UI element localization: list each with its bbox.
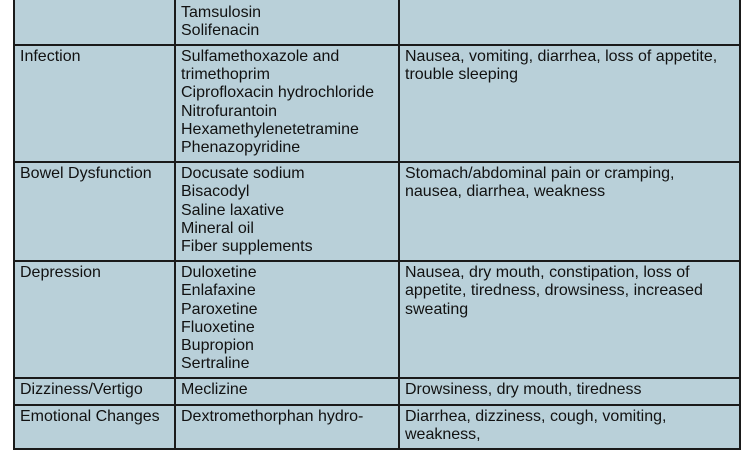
condition-cell: Bowel Dysfunction xyxy=(14,162,175,261)
table-row xyxy=(14,378,740,404)
condition-cell: Emotional Changes xyxy=(14,405,175,449)
medications-cell xyxy=(175,405,399,449)
medication-item: Bupropion xyxy=(181,337,254,355)
medication-item: Fluoxetine xyxy=(181,318,255,336)
medication-item: Duloxetine xyxy=(181,264,257,282)
medication-item: Tamsulosin xyxy=(181,3,262,21)
side-effects-cell: Nausea, vomiting, diarrhea, loss of appetite, trouble sleeping xyxy=(399,45,740,162)
table-row xyxy=(14,261,740,378)
side-effects-cell: Stomach/abdominal pain or cramping, nausea, diarrhea, weakness xyxy=(399,162,740,261)
medications-cell xyxy=(175,162,399,261)
medication-item: Solifenacin xyxy=(181,21,260,39)
medication-item: Nitrofurantoin xyxy=(181,102,278,120)
side-effects-cell: Drowsiness, dry mouth, tiredness xyxy=(399,378,740,404)
medication-table-container xyxy=(13,0,739,450)
table-row xyxy=(14,0,740,45)
medication-item: Sulfamethoxazole and xyxy=(181,48,340,65)
medication-item: Fiber supplements xyxy=(181,238,313,256)
medication-item: Docusate sodium xyxy=(181,165,305,183)
medication-side-effects-table xyxy=(13,0,741,450)
medication-item: Enlafaxine xyxy=(181,282,256,300)
medication-item: Ciprofloxacin hydrochloride xyxy=(181,84,374,102)
table-row xyxy=(14,162,740,261)
medication-item: Mineral oil xyxy=(181,219,254,237)
condition-cell: Dizziness/Vertigo xyxy=(14,378,175,404)
medication-item: Hexamethylenetetramine xyxy=(181,120,359,138)
condition-cell: Depression xyxy=(14,261,175,378)
medication-item: Meclizine xyxy=(181,381,248,399)
medication-item: Phenazopyridine xyxy=(181,139,301,157)
side-effects-cell: Nausea, dry mouth, constipation, loss of appetite, tiredness, drowsiness, increased sweating xyxy=(399,261,740,378)
medication-item: trimethoprim xyxy=(181,66,270,84)
table-row xyxy=(14,405,740,449)
medication-item: Dextromethorphan hydro- xyxy=(181,407,364,425)
medications-cell xyxy=(175,45,399,162)
medications-cell xyxy=(175,378,399,404)
medications-cell xyxy=(175,261,399,378)
medication-item: Sertraline xyxy=(181,355,250,373)
medications-cell xyxy=(175,0,399,45)
medication-item: Saline laxative xyxy=(181,201,285,219)
medication-item: Bisacodyl xyxy=(181,183,250,201)
table-row xyxy=(14,45,740,162)
condition-cell: Infection xyxy=(14,45,175,162)
condition-cell xyxy=(14,0,175,45)
side-effects-cell: Diarrhea, dizziness, cough, vomiting, weakness, xyxy=(399,405,740,449)
medication-item: Paroxetine xyxy=(181,300,258,318)
side-effects-cell xyxy=(399,0,740,45)
